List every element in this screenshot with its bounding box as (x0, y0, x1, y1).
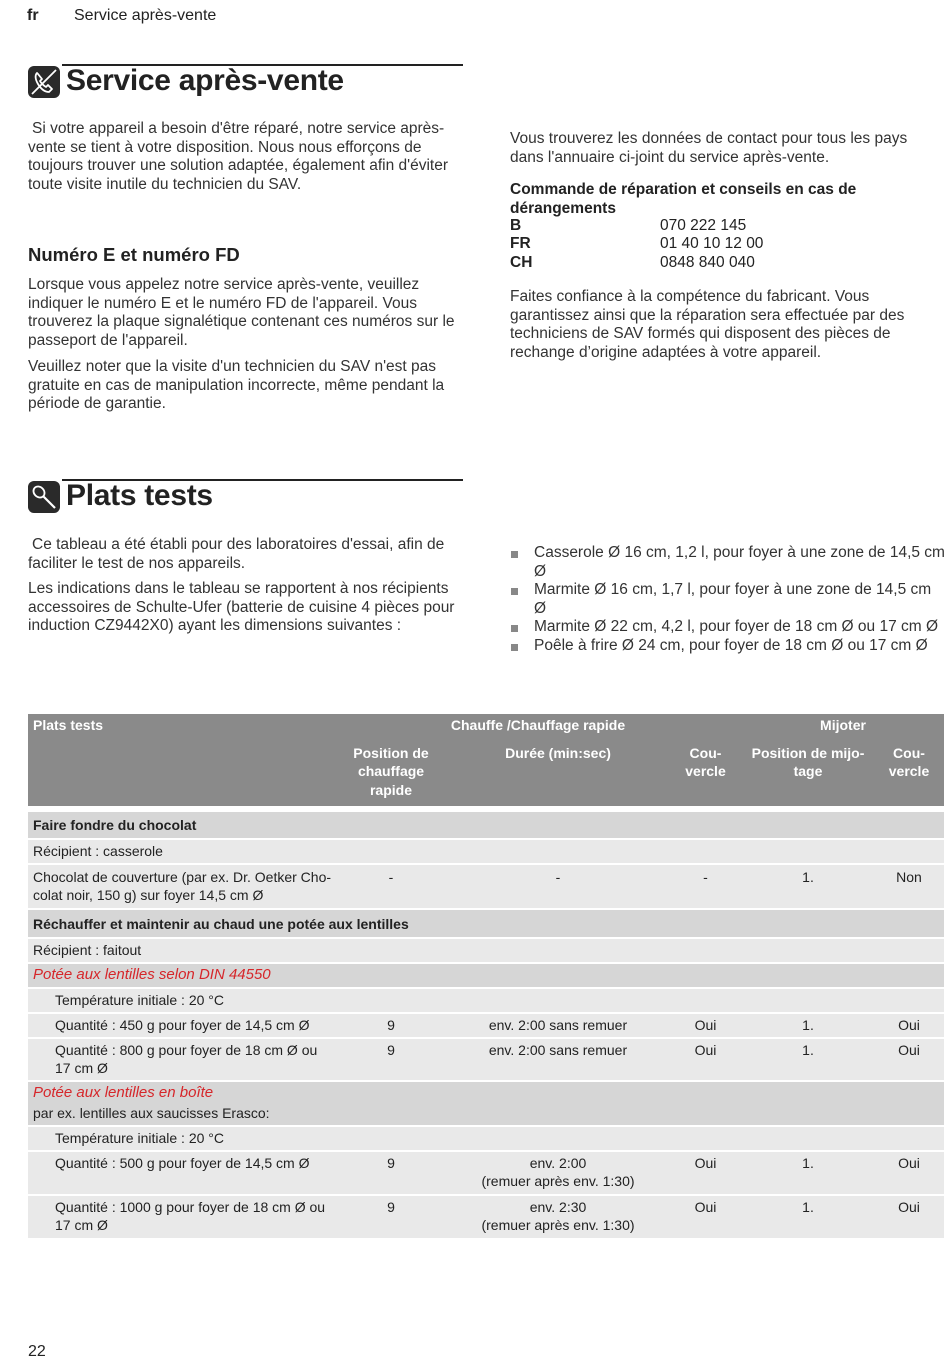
spoon-icon (28, 481, 60, 513)
table-row: Quantité : 450 g pour foyer de 14,5 cm Ø 9 env. 2:00 sans remuer Oui 1. Oui (28, 1014, 944, 1039)
list-item: Marmite Ø 16 cm, 1,7 l, pour foyer à une zone de 14,5 cm Ø (510, 581, 945, 618)
header-mijotage-l1: Position de mijo- (751, 745, 865, 761)
phone-icon (28, 66, 60, 98)
header-plats-tests: Plats tests (33, 717, 104, 733)
header-position-l1: Position de (353, 745, 429, 761)
contact-paragraph: Vous trouverez les données de contact pour tous les pays dans l'annuaire ci-joint du service après-vente. (510, 130, 908, 166)
table-row: Température initiale : 20 °C (28, 989, 944, 1014)
repair-heading: Commande de réparation et conseils en cas de dérangements (510, 181, 857, 217)
table-row: Chocolat de couverture (par ex. Dr. Oetker Cho- colat noir, 150 g) sur foyer 14,5 cm Ø - - - 1. Non (28, 865, 944, 910)
table-row: Quantité : 500 g pour foyer de 14,5 cm Ø 9 env. 2:00 (remuer après env. 1:30) Oui 1. Oui (28, 1152, 944, 1196)
numbers-paragraph-2: Veuillez noter que la visite d'un technicien du SAV n'est pas gratuite en cas de manipulation incorrecte, même pendant la période de garantie. (28, 358, 445, 413)
header-language: fr (27, 7, 39, 24)
header-mijoter: Mijoter (820, 717, 866, 733)
table-row: Quantité : 1000 g pour foyer de 18 cm Ø ou 17 cm Ø 9 env. 2:30 (remuer après env. 1:30) Oui 1. Oui (28, 1196, 944, 1240)
country-number: 070 222 145 (660, 217, 747, 234)
header-couvercle-l2: vercle (685, 763, 726, 779)
header-couvercle2-l1: Cou- (893, 745, 925, 761)
country-code: B (510, 217, 522, 234)
numbers-heading: Numéro E et numéro FD (28, 244, 240, 265)
header-title: Service après-vente (74, 7, 217, 24)
table-row: Récipient : faitout (28, 939, 944, 964)
header-couvercle2-l2: vercle (888, 763, 930, 779)
table-row: Température initiale : 20 °C (28, 1127, 944, 1152)
list-item: Casserole Ø 16 cm, 1,2 l, pour foyer à une zone de 14,5 cm Ø (510, 544, 945, 581)
tests-paragraph-1: Ce tableau a été établi pour des laboratoires d'essai, afin de faciliter le test de nos appareils. (28, 536, 445, 572)
table-row: Potée aux lentilles en boîte par ex. lentilles aux saucisses Erasco: (28, 1082, 944, 1127)
country-number: 01 40 10 12 00 (660, 235, 764, 252)
table-row: Quantité : 800 g pour foyer de 18 cm Ø ou 17 cm Ø 9 env. 2:00 sans remuer Oui 1. Oui (28, 1039, 944, 1082)
numbers-paragraph-1: Lorsque vous appelez notre service après-vente, veuillez indiquer le numéro E et le numéro FD de l'appareil. Vous trouverez la plaque signalétique contenant ces numéros sur le passeport de l'appareil. (28, 276, 455, 349)
header-chauffe: Chauffe /Chauffage rapide (450, 717, 626, 733)
header-position-l2: chauffage (357, 763, 425, 779)
header-duree: Durée (min:sec) (505, 745, 611, 761)
tests-title: Plats tests (66, 479, 213, 512)
bullet-square-icon (511, 625, 518, 632)
tests-section-heading (28, 479, 463, 517)
country-row (510, 254, 940, 273)
bullet-square-icon (511, 644, 518, 651)
country-number: 0848 840 040 (660, 254, 755, 271)
tests-paragraph-2: Les indications dans le tableau se rapportent à nos récipients accessoires de Schulte-Ufer (batterie de cuisine 4 pièces pour induction CZ9442X0) ayant les dimensions suivantes : (28, 580, 455, 635)
country-code: CH (510, 254, 533, 271)
trust-paragraph: Faites confiance à la compétence du fabricant. Vous garantissez ainsi que la réparation sera effectuée par des techniciens de SAV formés qui disposent des pièces de rechange d’origine adaptées à votre appareil. (510, 288, 905, 361)
page-number: 22 (28, 1343, 46, 1360)
header-position-l3: rapide (369, 782, 412, 798)
table-row: Réchauffer et maintenir au chaud une potée aux lentilles (28, 910, 944, 939)
country-row (510, 217, 940, 236)
recipient-list (510, 544, 945, 656)
service-intro: Si votre appareil a besoin d'être réparé, notre service après-vente se tient à votre disposition. Nous nous efforçons de toujours trouver une solution adaptée, également afin d'éviter toute visite inutile du technicien du SAV. (28, 120, 449, 193)
table-row: Potée aux lentilles selon DIN 44550 (28, 964, 944, 989)
header-mijotage-l2: tage (793, 763, 823, 779)
country-row (510, 235, 940, 254)
table-row: Faire fondre du chocolat (28, 812, 944, 840)
table-header (28, 714, 944, 806)
service-section-heading (28, 64, 463, 102)
service-title: Service après-vente (66, 64, 344, 97)
bullet-square-icon (511, 588, 518, 595)
country-code: FR (510, 235, 531, 252)
bullet-square-icon (511, 551, 518, 558)
list-item: Poêle à frire Ø 24 cm, pour foyer de 18 cm Ø ou 17 cm Ø (510, 637, 945, 656)
table-row: Récipient : casserole (28, 840, 944, 865)
list-item: Marmite Ø 22 cm, 4,2 l, pour foyer de 18 cm Ø ou 17 cm Ø (510, 618, 945, 637)
test-dishes-table (28, 714, 944, 1240)
header-couvercle-l1: Cou- (689, 745, 722, 761)
